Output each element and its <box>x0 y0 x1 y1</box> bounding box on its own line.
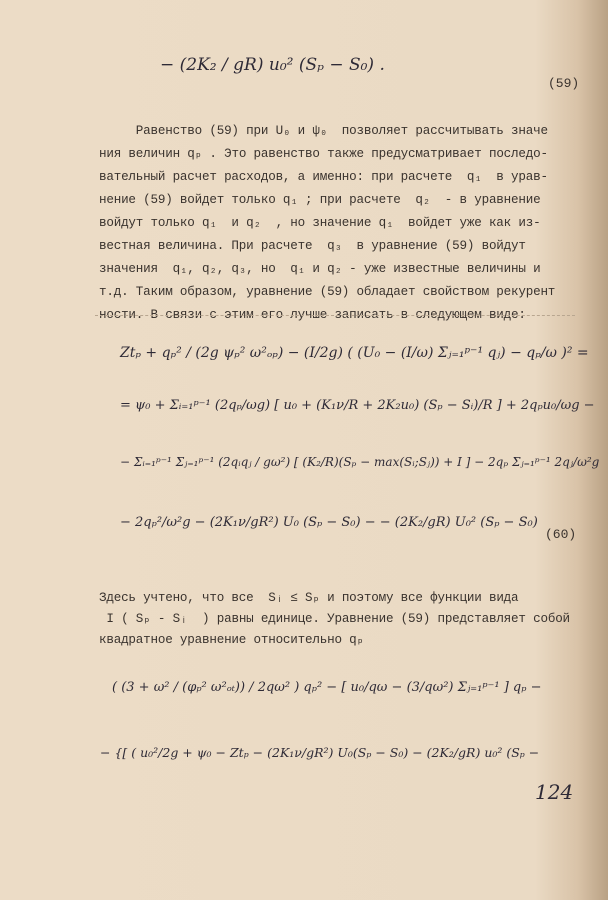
text-line: т.д. Таким образом, уравнение (59) обладает свойством рекурент <box>99 285 556 299</box>
equation-60-line-2: = ψ₀ + Σᵢ₌₁ᵖ⁻¹ (2qₚ/ωg) [ u₀ + (K₁ν/R + 2K₂u₀) (Sₚ − Sᵢ)/R ] + 2qₚu₀/ωg − <box>120 398 595 413</box>
text-line: Здесь учтено, что все Sᵢ ≤ Sₚ и поэтому все функции вида <box>99 591 519 605</box>
equation-number-60: (60) <box>545 527 577 542</box>
text-line: квадратное уравнение относительно qₚ <box>99 633 364 647</box>
quadratic-equation-line-2: − {[ ( u₀²/2g + ψ₀ − Ztₚ − (2K₁ν/gR²) U₀(Sₚ − S₀) − (2K₂/gR) u₀² (Sₚ − <box>100 745 540 760</box>
equation-60-line-1: Ztₚ + qₚ² / (2g ψₚ² ω²ₒₚ) − (I/2g) ( (U₀ − (I/ω) Σⱼ₌₁ᵖ⁻¹ qⱼ) − qₚ/ω )² = <box>120 345 589 361</box>
equation-60-line-3: − Σᵢ₌₁ᵖ⁻¹ Σⱼ₌₁ᵖ⁻¹ (2qᵢqⱼ / gω²) [ (K₂/R)(Sₚ − max(Sᵢ;Sⱼ)) + I ] − 2qₚ Σⱼ₌₁ᵖ⁻¹ 2qⱼ/ω²g <box>120 455 600 469</box>
text-line: нение (59) войдет только q₁ ; при расчете q₂ - в уравнение <box>99 193 541 207</box>
page-number: 124 <box>535 780 574 804</box>
paragraph-2 <box>99 567 570 672</box>
text-line: вестная величина. При расчете q₃ в уравнение (59) войдут <box>99 239 526 253</box>
quadratic-equation-line-1: ( (3 + ω² / (φₚ² ω²ₒₜ)) / 2qω² ) qₚ² − [ u₀/qω − (3/qω²) Σⱼ₌₁ᵖ⁻¹ ] qₚ − <box>112 680 542 695</box>
paragraph-1 <box>99 97 555 350</box>
text-line: ности. В связи с этим его лучше записать в следующем виде: <box>99 308 526 322</box>
text-line: Равенство (59) при U₀ и ψ₀ позволяет рассчитывать значе <box>99 124 548 138</box>
text-line: значения q₁, q₂, q₃, но q₁ и q₂ - уже известные величины и <box>99 262 541 276</box>
text-line: войдут только q₁ и q₂ , но значение q₁ войдет уже как из- <box>99 216 541 230</box>
equation-number-59: (59) <box>548 76 580 91</box>
text-line: вательный расчет расходов, а именно: при расчете q₁ в урав- <box>99 170 548 184</box>
divider <box>95 315 575 316</box>
text-line: ния величин qₚ . Это равенство также предусматривает последо- <box>99 147 548 161</box>
equation-59: − (2K₂ / gR) u₀² (Sₚ − S₀) . <box>160 55 385 75</box>
equation-60-line-4: − 2qₚ²/ω²g − (2K₁ν/gR²) U₀ (Sₚ − S₀) − − (2K₂/gR) U₀² (Sₚ − S₀) <box>120 515 538 530</box>
text-line: I ( Sₚ - Sᵢ ) равны единице. Уравнение (59) представляет собой <box>99 612 570 626</box>
